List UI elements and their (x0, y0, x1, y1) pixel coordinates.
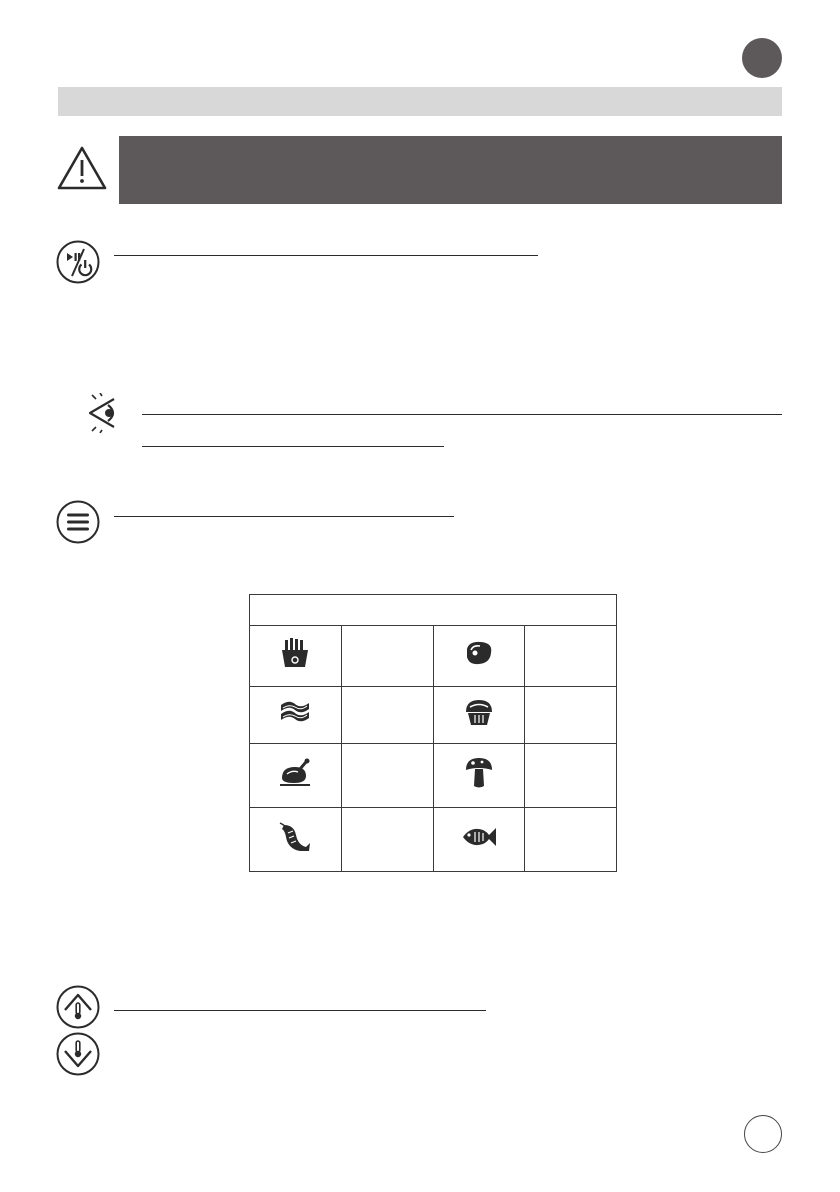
fish-label (525, 807, 617, 871)
section-rule-temperature (114, 1010, 486, 1011)
shrimp-icon (250, 807, 342, 871)
note-rule-1 (142, 414, 782, 415)
section-header-bar (58, 87, 782, 116)
warning-triangle-icon (56, 145, 108, 191)
steak-label (525, 626, 617, 687)
table-row (250, 807, 617, 871)
steak-icon (433, 626, 525, 687)
fries-label (341, 626, 433, 687)
table-row (250, 743, 617, 807)
bacon-label (341, 686, 433, 743)
chicken-label (341, 743, 433, 807)
table-header (250, 595, 617, 626)
note-rule-2 (142, 446, 444, 447)
mushroom-label (525, 743, 617, 807)
section-rule-menu (114, 516, 454, 517)
eye-icon (82, 393, 122, 433)
food-preset-table (249, 594, 617, 872)
table-row (250, 626, 617, 687)
shrimp-label (341, 807, 433, 871)
temperature-up-icon (56, 985, 100, 1029)
muffin-icon (433, 686, 525, 743)
muffin-label (525, 686, 617, 743)
play-pause-power-icon (56, 240, 100, 284)
fish-icon (433, 807, 525, 871)
temperature-down-icon (56, 1032, 100, 1076)
fries-icon (250, 626, 342, 687)
menu-icon (56, 500, 100, 544)
table-row (250, 686, 617, 743)
roast-chicken-icon (250, 743, 342, 807)
page-number-badge (744, 1115, 782, 1153)
section-rule-start (114, 255, 538, 256)
language-badge (742, 38, 782, 78)
warning-box (119, 136, 782, 204)
mushroom-icon (433, 743, 525, 807)
bacon-icon (250, 686, 342, 743)
